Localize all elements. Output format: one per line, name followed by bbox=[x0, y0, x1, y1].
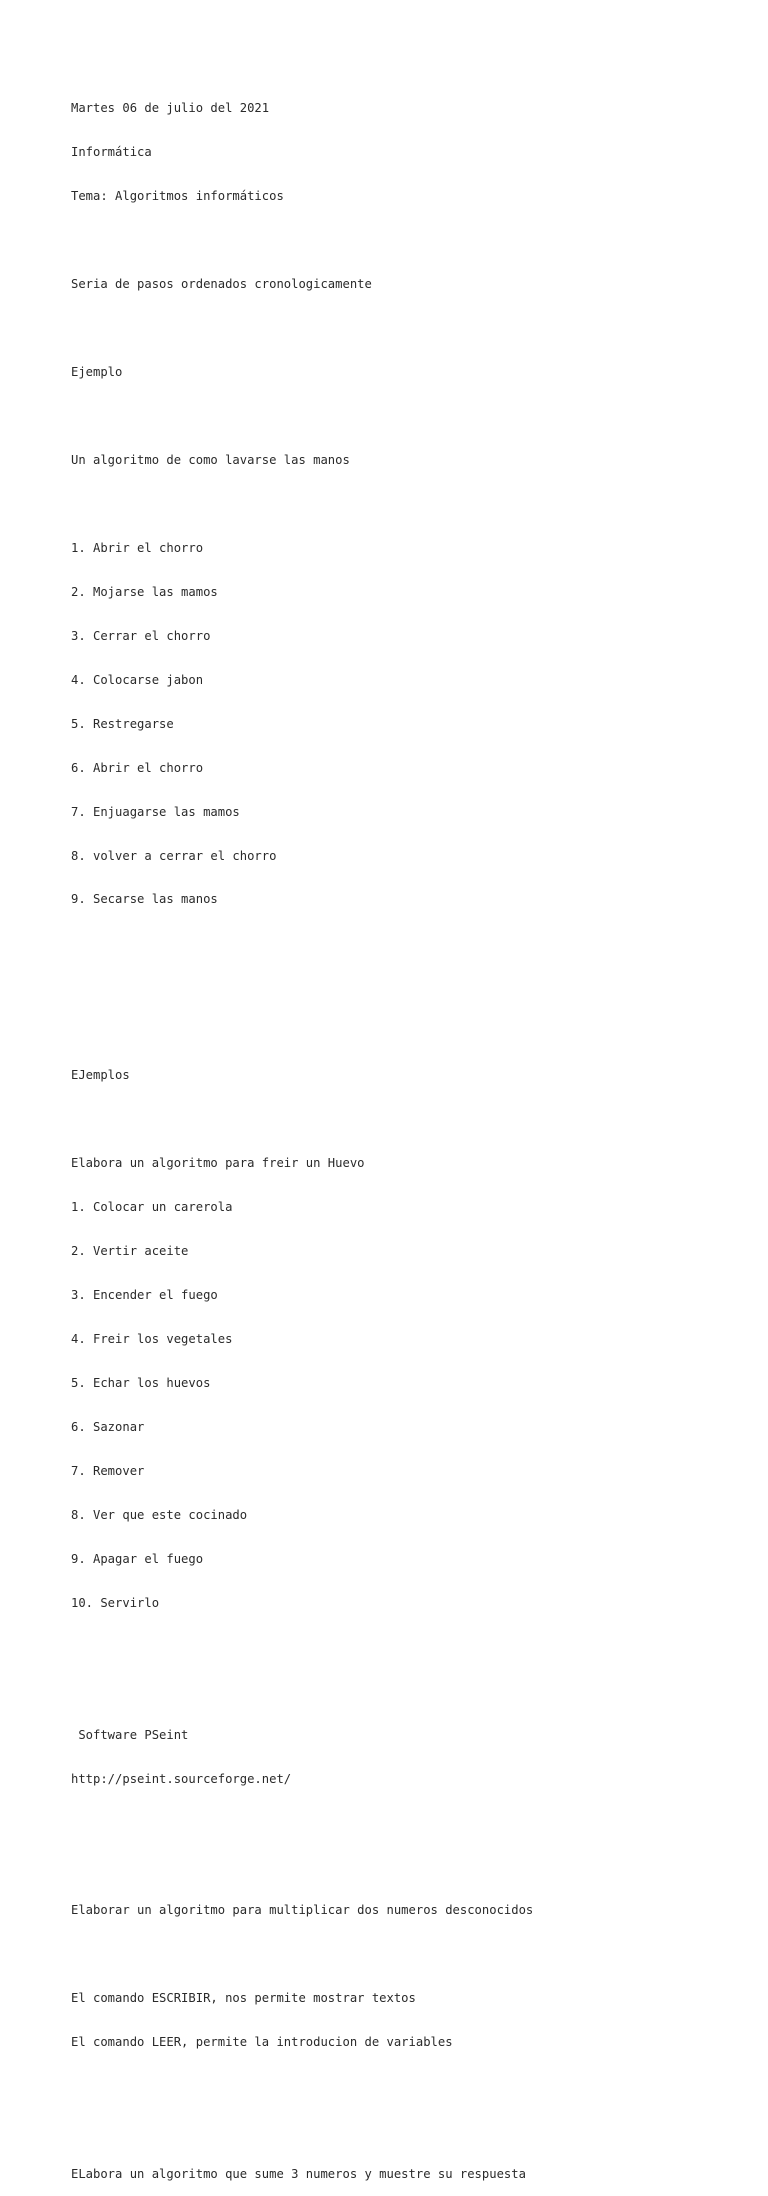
blank-line bbox=[71, 497, 751, 512]
blank-line bbox=[71, 1024, 751, 1039]
example1-step: 3. Cerrar el chorro bbox=[71, 628, 211, 643]
example1-step: 1. Abrir el chorro bbox=[71, 540, 204, 555]
blank-line bbox=[71, 1640, 751, 1655]
blank-line bbox=[71, 409, 751, 424]
topic-line: Tema: Algoritmos informáticos bbox=[71, 189, 284, 204]
blank-line bbox=[71, 980, 751, 995]
example2-step: 9. Apagar el fuego bbox=[71, 1551, 204, 1566]
example2-step: 4. Freir los vegetales bbox=[71, 1332, 233, 1346]
example2-title: Elabora un algoritmo para freir un Huevo bbox=[71, 1156, 365, 1171]
example2-step: 2. Vertir aceite bbox=[71, 1244, 189, 1259]
software-name: Software PSeint bbox=[71, 1727, 189, 1742]
document-page bbox=[71, 72, 751, 2196]
example2-step: 10. Servirlo bbox=[71, 1595, 160, 1610]
example2-step: 7. Remover bbox=[71, 1463, 145, 1478]
example2-step: 3. Encender el fuego bbox=[71, 1288, 218, 1303]
command-line: El comando ESCRIBIR, nos permite mostrar textos bbox=[71, 1991, 416, 2006]
example1-step: 9. Secarse las manos bbox=[71, 892, 218, 907]
example2-step: 6. Sazonar bbox=[71, 1419, 145, 1434]
example1-step: 5. Restregarse bbox=[71, 716, 174, 731]
example1-title: Un algoritmo de como lavarse las manos bbox=[71, 452, 350, 467]
exercise1-line: Elaborar un algoritmo para multiplicar dos numeros desconocidos bbox=[71, 1903, 534, 1918]
blank-line bbox=[71, 1947, 751, 1962]
examples-label: EJemplos bbox=[71, 1068, 130, 1083]
command-line: El comando LEER, permite la introducion de variables bbox=[71, 2035, 453, 2050]
blank-line bbox=[71, 936, 751, 951]
exercise2-line: ELabora un algoritmo que sume 3 numeros y muestre su respuesta bbox=[71, 2167, 526, 2182]
example2-step: 1. Colocar un carerola bbox=[71, 1200, 233, 1215]
example1-step: 2. Mojarse las mamos bbox=[71, 584, 218, 599]
subject-line: Informática bbox=[71, 145, 152, 160]
blank-line bbox=[71, 2079, 751, 2094]
blank-line bbox=[71, 1112, 751, 1127]
example1-step: 6. Abrir el chorro bbox=[71, 760, 204, 775]
blank-line bbox=[71, 1815, 751, 1830]
software-url: http://pseint.sourceforge.net/ bbox=[71, 1771, 292, 1786]
blank-line bbox=[71, 1684, 751, 1699]
blank-line bbox=[71, 233, 751, 248]
blank-line bbox=[71, 321, 751, 336]
example2-step: 8. Ver que este cocinado bbox=[71, 1507, 248, 1522]
example-label: Ejemplo bbox=[71, 365, 123, 380]
definition-line: Seria de pasos ordenados cronologicamente bbox=[71, 277, 372, 292]
example2-step: 5. Echar los huevos bbox=[71, 1375, 211, 1390]
blank-line bbox=[71, 2123, 751, 2138]
example1-step: 4. Colocarse jabon bbox=[71, 672, 204, 687]
blank-line bbox=[71, 1859, 751, 1874]
date-line: Martes 06 de julio del 2021 bbox=[71, 101, 270, 116]
example1-step: 7. Enjuagarse las mamos bbox=[71, 804, 240, 819]
example1-step: 8. volver a cerrar el chorro bbox=[71, 848, 277, 863]
